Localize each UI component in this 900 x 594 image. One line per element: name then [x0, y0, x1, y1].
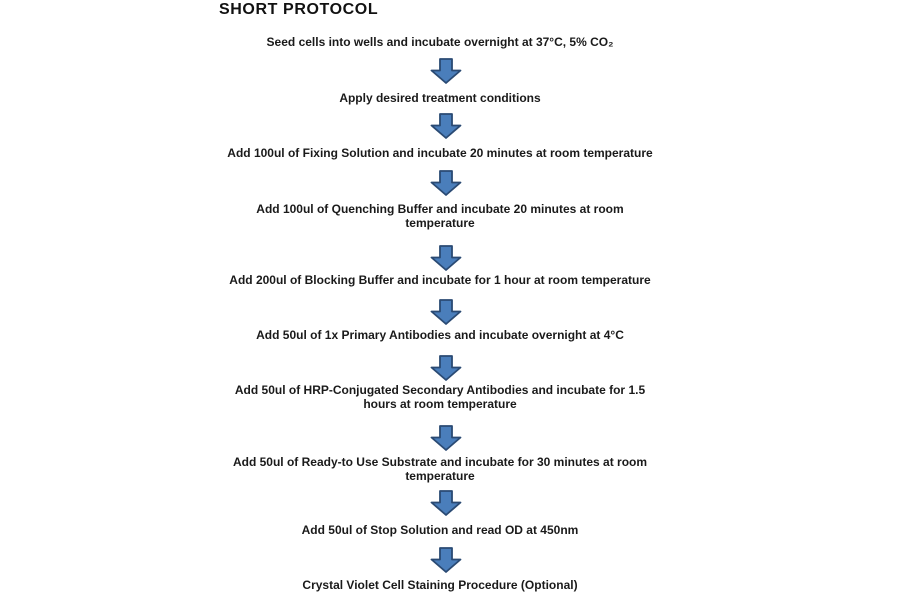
protocol-step-text: Add 100ul of Fixing Solution and incubate 20 minutes at room temperature: [227, 146, 653, 160]
down-arrow-icon: [430, 547, 462, 573]
protocol-step-text: Add 100ul of Quenching Buffer and incubate 20 minutes at room: [256, 202, 624, 216]
protocol-step-text: Apply desired treatment conditions: [339, 91, 541, 105]
protocol-step-text: Add 50ul of HRP-Conjugated Secondary Antibodies and incubate for 1.5: [234, 383, 646, 397]
protocol-step: [140, 523, 740, 537]
protocol-step: [140, 273, 740, 287]
protocol-step: [140, 455, 740, 483]
down-arrow-icon: [430, 490, 462, 516]
protocol-step-text: temperature: [405, 469, 475, 483]
down-arrow-icon: [430, 425, 462, 451]
protocol-step: [140, 146, 740, 160]
protocol-step-text: temperature: [405, 216, 475, 230]
protocol-step-text: hours at room temperature: [363, 397, 517, 411]
down-arrow-icon: [430, 355, 462, 381]
down-arrow-icon: [430, 299, 462, 325]
protocol-step-text: Add 50ul of Stop Solution and read OD at 450nm: [301, 523, 579, 537]
down-arrow-icon: [430, 58, 462, 84]
protocol-flow: [140, 0, 740, 594]
protocol-step-text: Add 200ul of Blocking Buffer and incubate for 1 hour at room temperature: [229, 273, 651, 287]
protocol-step: [140, 328, 740, 342]
page-title: SHORT PROTOCOL: [219, 1, 379, 18]
protocol-step-text: Add 50ul of Ready-to Use Substrate and incubate for 30 minutes at room: [232, 455, 648, 469]
protocol-step: [140, 578, 740, 592]
protocol-step: [140, 383, 740, 411]
protocol-step-text: Seed cells into wells and incubate overnight at 37°C, 5% CO₂: [266, 35, 614, 49]
protocol-step-text: Crystal Violet Cell Staining Procedure (Optional): [302, 578, 578, 592]
down-arrow-icon: [430, 170, 462, 196]
protocol-step: [140, 35, 740, 49]
down-arrow-icon: [430, 113, 462, 139]
protocol-step: [140, 202, 740, 230]
protocol-step-text: Add 50ul of 1x Primary Antibodies and incubate overnight at 4°C: [256, 328, 624, 342]
down-arrow-icon: [430, 245, 462, 271]
protocol-step: [140, 91, 740, 105]
